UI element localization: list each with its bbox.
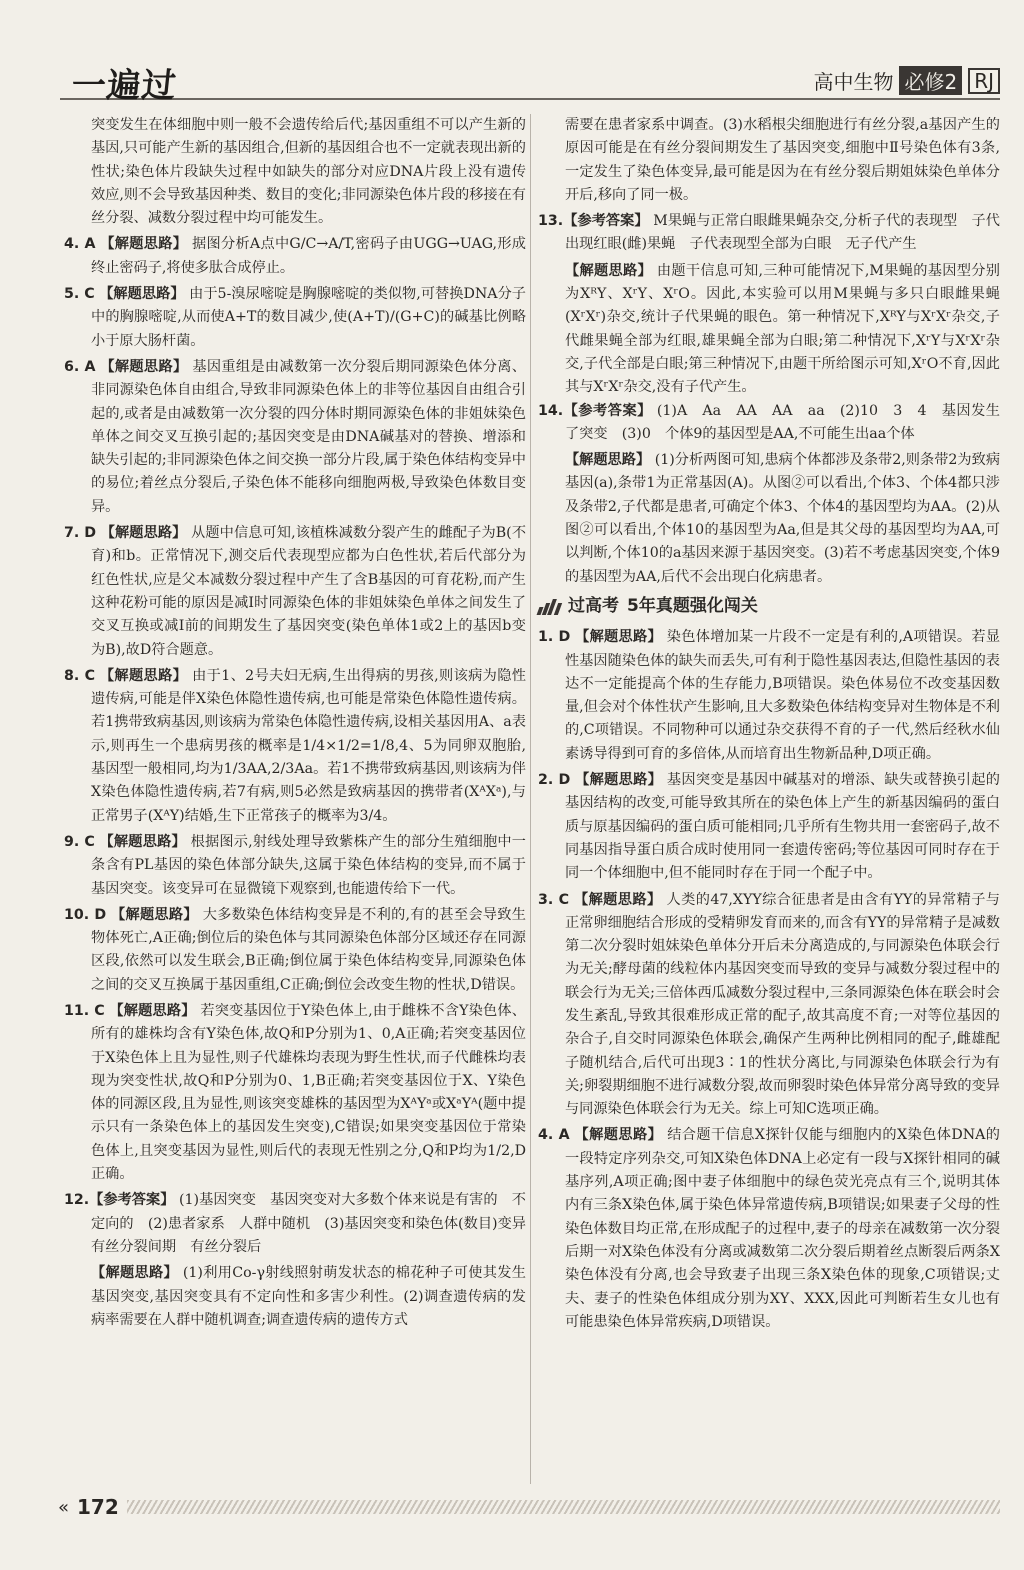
section-heading (538, 595, 1000, 618)
exam-item-4: 4. A 【解题思路】 结合题干信息X探针仅能与细胞内的X染色体DNA的一段特定序列杂交,可知X染色体DNA上必定有一段与X探针相同的碱基序列,A项正确;图中妻子体细胞中的绿色荧光亮点有三个,说明其体内有三条X染色体,属于染色体异常遗传病,B项错误;如果妻子父母的性染色体数目均正常,在形成配子的过程中,妻子的母亲在减数第一次分裂后期一对X染色体没有分离或减数第二次分裂后期着丝点断裂后两条X染色体没有分离,也会导致妻子出现三条X染色体的现象,C项错误;丈夫、妻子的性染色体组成分别为XY、XXX,因此可判断若生女儿也有可能患染色体异常疾病,D项错误。 (538, 1127, 1000, 1330)
answer-item-5: 5. C 【解题思路】 由于5-溴尿嘧啶是胸腺嘧啶的类似物,可替换DNA分子中的胸腺嘧啶,从而使A+T的数目减少,使(A+T)/(G+C)的碱基比例略小于原大肠杆菌。 (64, 286, 526, 349)
header-book-info (813, 66, 1000, 95)
answer-item-13-explanation: 【解题思路】 由题干信息可知,三种可能情况下,M果蝇的基因型分别为XᴿY、XʳY、XʳO。因此,本实验可以用M果蝇与多只白眼雌果蝇(XʳXʳ)杂交,统计子代果蝇的眼色。第一种情况下,XᴿY与XʳXʳ杂交,子代雌果蝇全部为红眼,雄果蝇全部为白眼;第二种情况下,XʳY与XʳXʳ杂交,子代全部是白眼;第三种情况下,由题干所给图示可知,XʳO不育,因此其与XʳXʳ杂交,没有子代产生。 (564, 262, 1000, 396)
continued-paragraph-12: 需要在患者家系中调查。(3)水稻根尖细胞进行有丝分裂,a基因产生的原因可能是在有丝分裂间期发生了基因突变,细胞中Ⅱ号染色体有3条,一定发生了染色体变异,最可能是因为在有丝分裂后期姐妹染色单体分开后,移向了同一极。 (564, 117, 1000, 203)
edition-label: RJ (968, 68, 1000, 94)
column-divider (530, 114, 531, 1484)
double-chevron-left-icon: « (58, 1496, 70, 1518)
continued-paragraph: 突变发生在体细胞中则一般不会遗传给后代;基因重组不可以产生新的基因,只可能产生新的基因组合,但新的基因组合也不一定就表现出新的性状;染色体片段缺失过程中如缺失的部分对应DNA片段上没有遗传效应,则不会导致基因种类、数目的变化;非同源染色体片段的移接在有丝分裂、减数分裂过程中均可能发生。 (90, 117, 526, 227)
answer-item-14-explanation: 【解题思路】 (1)分析两图可知,患病个体都涉及条带2,则条带2为致病基因(a),条带1为正常基因(A)。从图②可以看出,个体3、个体4都只涉及条带2,子代都是患者,可确定个体3、个体4的基因型均为AA。(2)从图②可以看出,个体10的基因型为Aa,但是其父母的基因型均为AA,可以判断,个体10的a基因来源于基因突变。(3)若不考虑基因突变,个体9的基因型为AA,后代不会出现白化病患者。 (564, 452, 1001, 585)
answer-item-11: 11. C 【解题思路】 若突变基因位于Y染色体上,由于雌株不含Y染色体、所有的雄株均含有Y染色体,故Q和P分别为1、0,A正确;若突变基因位于X染色体上且为显性,则子代雄株均表现为野生性状,而子代雌株均表现为突变性状,故Q和P分别为0、1,B正确;若突变基因位于X、Y染色体的同源区段,且为显性,则该突变雄株的基因型为XᴬYᵃ或XᵃYᴬ(题中提示只有一条染色体上的基因发生突变),C错误;如果突变基因位于常染色体上,且突变基因为显性,则后代的表现无性别之分,Q和P均为1/2,D正确。 (64, 1002, 526, 1183)
exam-item-1: 1. D 【解题思路】 染色体增加某一片段不一定是有利的,A项错误。若显性基因随染色体的缺失而丢失,可有利于隐性基因表达,但隐性基因的表达不一定能提高个体的生存能力,B项错误。染色体易位不改变基因数量,但会对个体性状产生影响,且大多数染色体结构变异对生物体是不利的,C项错误。不同物种可以通过杂交获得不育的子一代,然后经秋水仙素诱导得到可育的多倍体,从而培育出生物新品种,D项正确。 (538, 629, 1001, 762)
answer-item-14: 14.【参考答案】 (1)A Aa AA AA aa (2)10 3 4 基因发生了突变 (3)0 个体9的基因型是AA,不可能生出aa个体 (538, 402, 1000, 442)
answer-item-10: 10. D 【解题思路】 大多数染色体结构变异是不利的,有的甚至会导致生物体死亡,A正确;倒位后的染色体与其同源染色体部分区域还存在同源区段,依然可以发生联会,B正确;倒位属于染色体结构变异,同源染色体之间的交叉互换属于基因重组,C正确;倒位会改变生物的性状,D错误。 (64, 906, 526, 993)
footer-stripe (127, 1500, 1000, 1514)
answer-item-12: 12.【参考答案】 (1)基因突变 基因突变对大多数个体来说是有害的 不定向的 (2)患者家系 人群中随机 (3)基因突变和染色体(数目)变异 有丝分裂间期 有丝分裂后 (64, 1192, 541, 1255)
section-name: 过高考 (568, 595, 619, 616)
page-header (60, 58, 1000, 106)
answer-item-8: 8. C 【解题思路】 由于1、2号夫妇无病,生出得病的男孩,则该病为隐性遗传病,可能是伴X染色体隐性遗传病,也可能是常染色体隐性遗传病。若1携带致病基因,则该病为常染色体隐性遗传病,设相关基因用A、a表示,则再生一个患病男孩的概率是1/4×1/2=1/8,4、5为同卵双胞胎,基因型一般相同,均为1/3AA,2/3Aa。若1不携带致病基因,则该病为伴X染色体隐性遗传病,若7有病,则5必然是致病基因的携带者(XᴬXᵃ),与正常男子(XᴬY)结婚,生下正常孩子的概率为3/4。 (64, 667, 526, 824)
answer-item-4: 4. A 【解题思路】 据图分析A点中G/C→A/T,密码子由UGG→UAG,形成终止密码子,将使多肽合成停止。 (64, 236, 526, 276)
right-column (538, 114, 1000, 1337)
brand-logo: 一遍过 (69, 66, 179, 106)
answer-item-13: 13.【参考答案】 M果蝇与正常白眼雌果蝇杂交,分析子代的表现型 子代出现红眼(雌)果蝇 子代表现型全部为白眼 无子代产生 (538, 213, 1000, 253)
page-number: 172 (77, 1495, 119, 1519)
bars-icon (538, 599, 560, 615)
page-footer (58, 1492, 1000, 1522)
section-subtitle: 5年真题强化闯关 (627, 595, 758, 616)
volume-label: 必修2 (899, 66, 962, 95)
answer-item-6: 6. A 【解题思路】 基因重组是由减数第一次分裂后期同源染色体分离、非同源染色体自由组合,导致非同源染色体上的非等位基因自由组合引起的,或者是由减数第一次分裂的四分体时期同源染色体的非姐妹染色单体之间交叉互换引起的;基因突变是由DNA碱基对的替换、增添和缺失引起的;非同源染色体之间交换一部分片段,属于染色体结构变异中的易位;着丝点分裂后,子染色体不能移向细胞两极,导致染色体数目变异。 (64, 358, 526, 515)
answer-item-9: 9. C 【解题思路】 根据图示,射线处理导致紫株产生的部分生殖细胞中一条含有PL基因的染色体部分缺失,这属于染色体结构的变异,而不属于基因突变。该变异可在显微镜下观察到,也能遗传给下一代。 (64, 833, 526, 897)
left-column (64, 114, 541, 1332)
exam-item-2: 2. D 【解题思路】 基因突变是基因中碱基对的增添、缺失或替换引起的基因结构的改变,可能导致其所在的染色体上产生的新基因编码的蛋白质与原基因编码的蛋白质可能相同;几乎所有生物共用一套密码子,故不同基因指导蛋白质合成时使用同一套遗传密码;等位基因可同时存在于同一个体细胞中,但不能同时存在于同一个配子中。 (538, 772, 1000, 882)
subject-label: 高中生物 (813, 70, 894, 94)
answer-item-12-explanation: 【解题思路】 (1)利用Co-γ射线照射萌发状态的棉花种子可使其发生基因突变,基因突变具有不定向性和多害少利性。(2)调查遗传病的发病率需要在人群中随机调查;调查遗传病的遗传方式 (90, 1265, 526, 1328)
exam-item-3: 3. C 【解题思路】 人类的47,XYY综合征患者是由含有YY的异常精子与正常卵细胞结合形成的受精卵发育而来的,而含有YY的异常精子是减数第二次分裂时姐妹染色单体分开后未分离造成的,与同源染色体联会行为无关;酵母菌的线粒体内基因突变而导致的变异与减数分裂过程中的联会行为无关;三倍体西瓜减数分裂过程中,三条同源染色体在联会时会发生紊乱,导致其很难形成正常的配子,故其高度不育;一对等位基因的杂合子,自交时同源染色体联会,确保产生两种比例相同的配子,雌雄配子随机结合,后代可出现3∶1的性状分离比,与同源染色体联会行为有关;卵裂期细胞不进行减数分裂,故而卵裂时染色体异常分离导致的变异与同源染色体联会行为无关。综上可知C选项正确。 (538, 891, 1000, 1118)
answer-item-7: 7. D 【解题思路】 从题中信息可知,该植株减数分裂产生的雌配子为B(不育)和b。正常情况下,测交后代表现型应都为白色性状,若后代部分为红色性状,应是父本减数分裂过程中产生了含B基因的可育花粉,而产生这种花粉可能的原因是减Ⅰ时同源染色体的非姐妹染色单体之间发生了交叉互换或减Ⅰ前的间期发生了基因突变(染色单体1或2上的基因b变为B),故D符合题意。 (64, 525, 527, 658)
